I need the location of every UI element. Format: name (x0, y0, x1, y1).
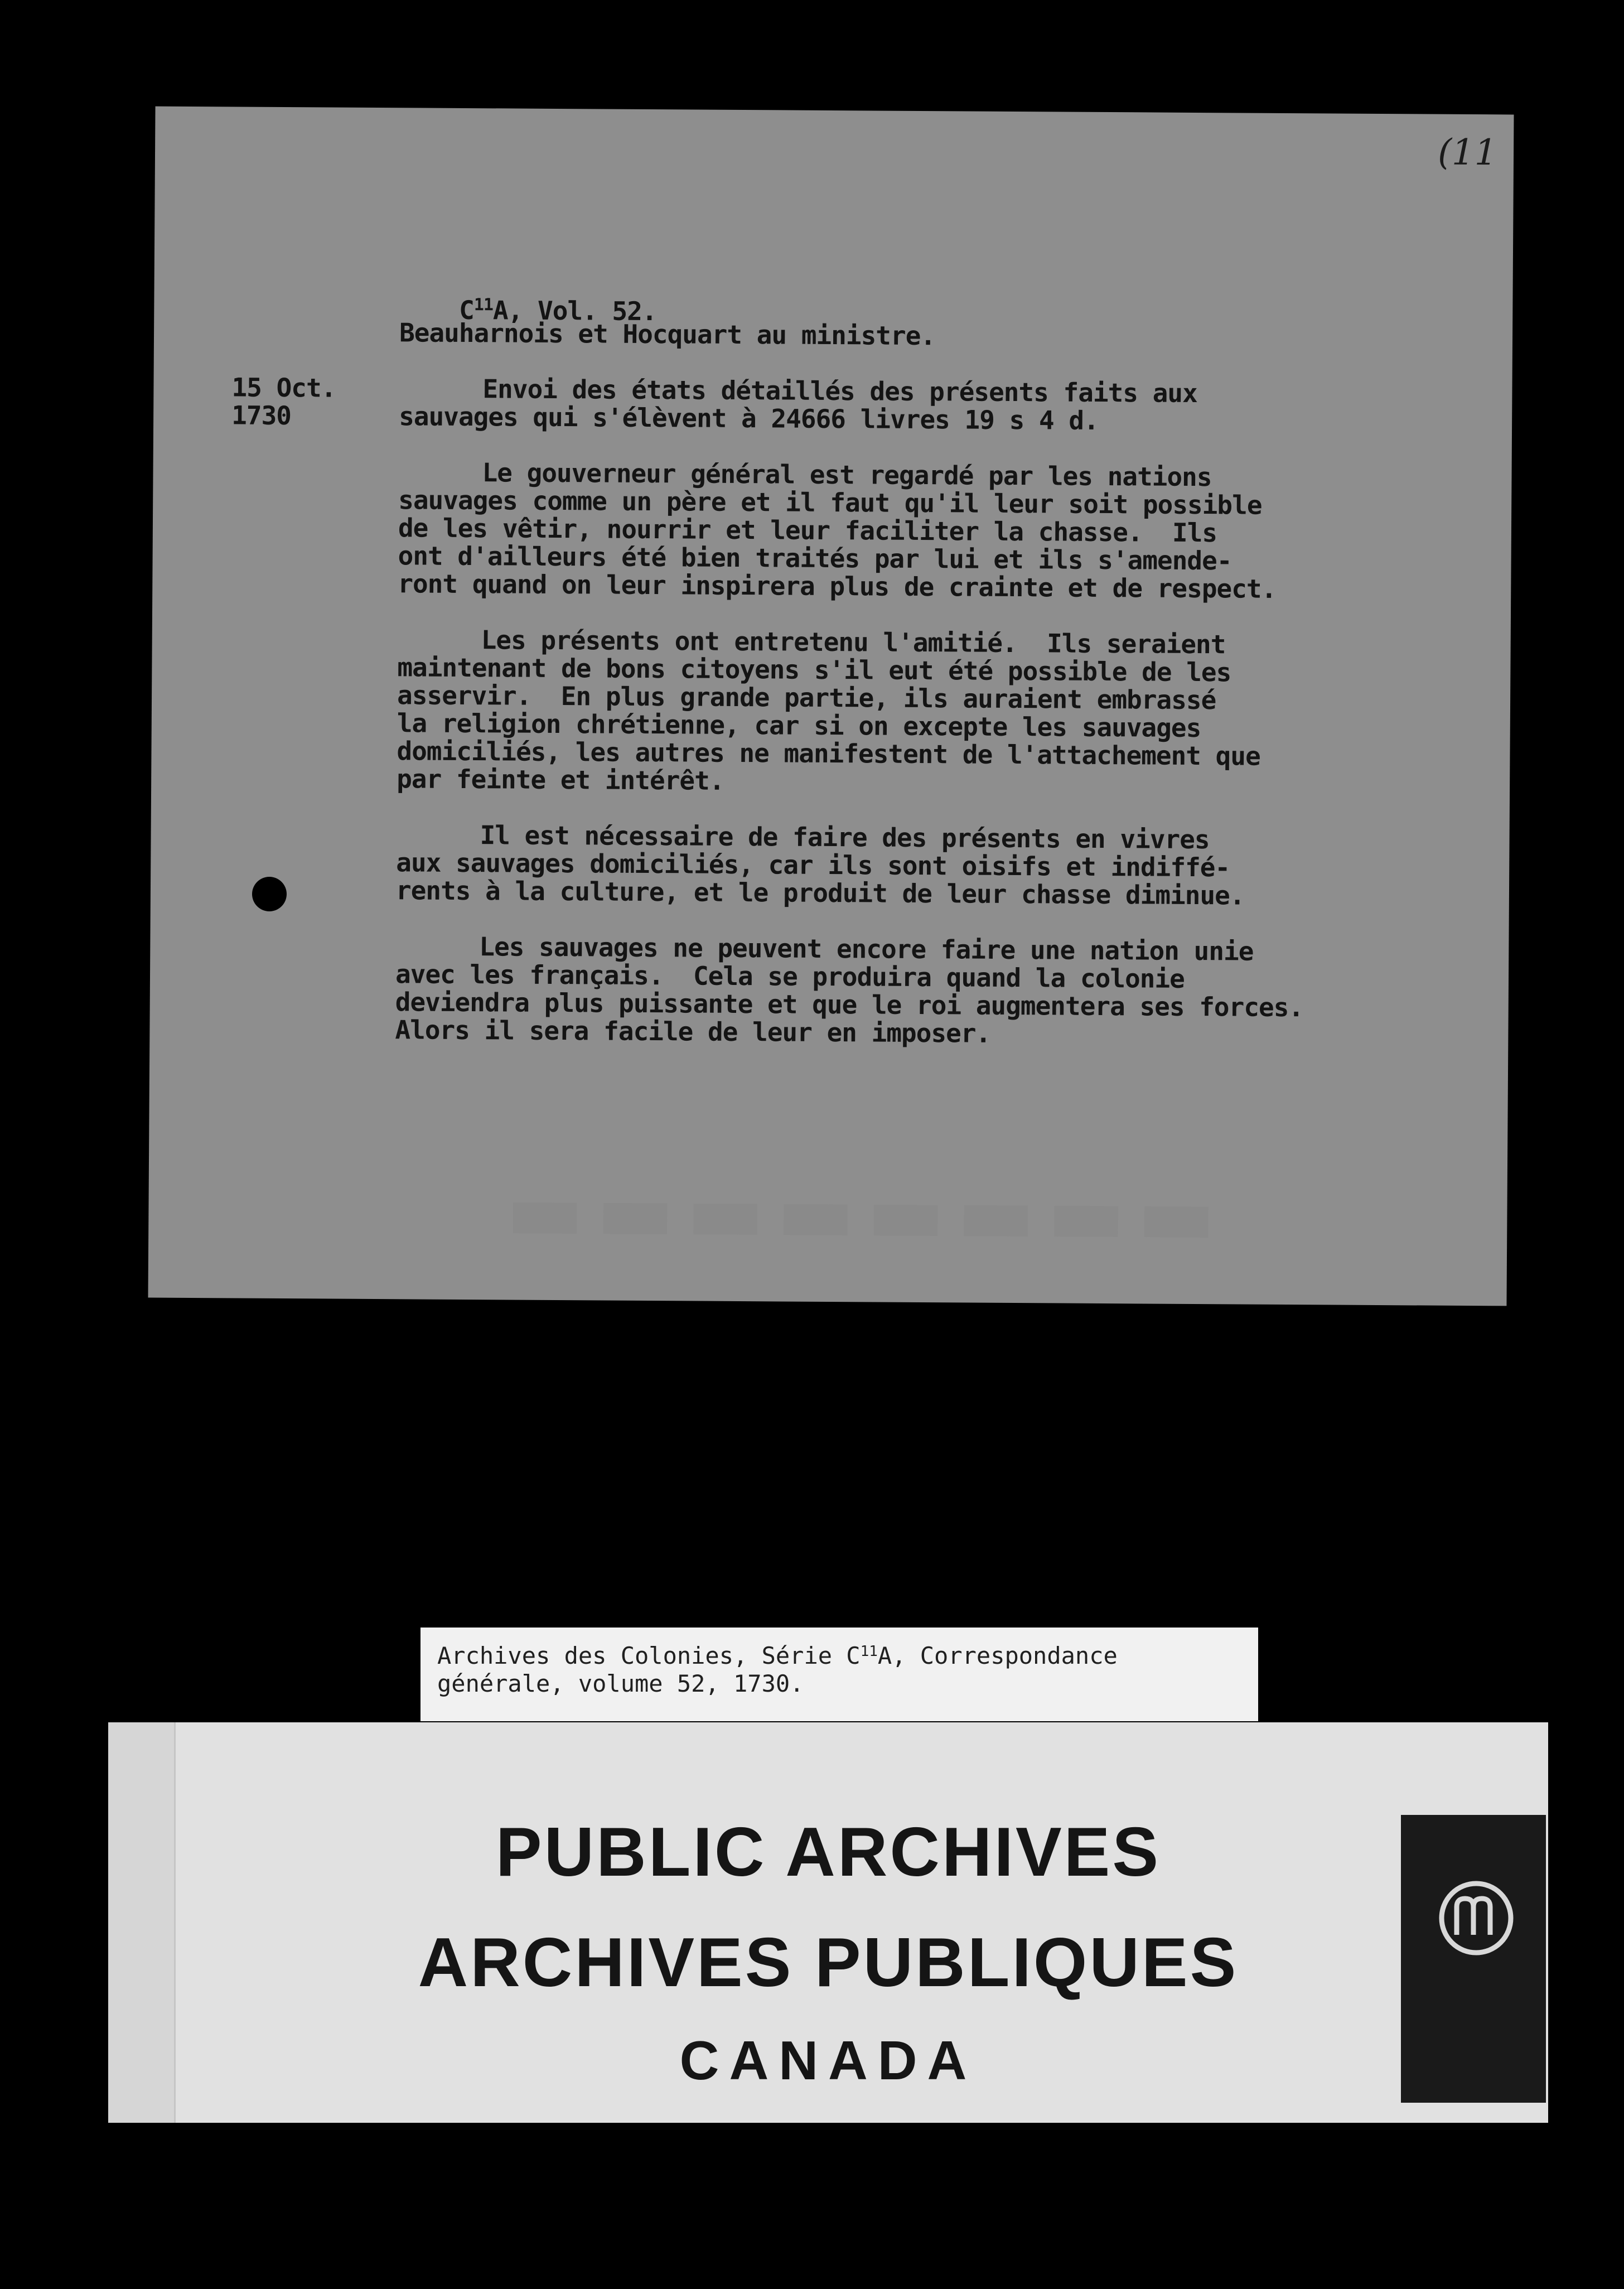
caption-line-1 (437, 1638, 1241, 1670)
paragraph-5-line-4: Alors il sera facile de leur en imposer. (395, 1015, 991, 1049)
paragraph-4-line-1: Il est nécessaire de faire des présents en vivres (480, 820, 1210, 855)
archives-monogram-icon (1434, 1876, 1518, 1960)
paragraph-3-line-4: la religion chrétienne, car si on excepte les sauvages (397, 708, 1201, 743)
caption-label (420, 1628, 1258, 1721)
caption-sup: 11 (860, 1643, 878, 1660)
date-year: 1730 (231, 400, 292, 431)
paragraph-3-line-6: par feinte et intérêt. (397, 764, 724, 796)
paragraph-3-line-1: Les présents ont entretenu l'amitié. Ils seraient (481, 625, 1226, 660)
paragraph-2-line-1: Le gouverneur général est regardé par les nations (482, 457, 1212, 492)
paragraph-3-line-3: asservir. En plus grande partie, ils auraient embrassé (397, 680, 1216, 716)
reference-suffix: A, Vol. 52. (492, 295, 657, 327)
banner-line-english: PUBLIC ARCHIVES (495, 1814, 1161, 1891)
page-number: (11 (1437, 132, 1497, 174)
paragraph-5-line-1: Les sauvages ne peuvent encore faire une nation unie (479, 931, 1254, 967)
paragraph-3-line-5: domiciliés, les autres ne manifestent de l'attachement que (397, 736, 1260, 771)
reference-sup: 11 (473, 295, 494, 315)
paragraph-2-line-2: sauvages comme un père et il faut qu'il leur soit possible (398, 485, 1262, 520)
paragraph-3-line-2: maintenant de bons citoyens s'il eut été possible de les (397, 652, 1231, 688)
paragraph-4-line-2: aux sauvages domiciliés, car ils sont oisifs et indiffé- (396, 847, 1230, 883)
archives-banner (108, 1722, 1548, 2123)
caption-prefix: Archives des Colonies, Série C (437, 1642, 861, 1669)
date-day: 15 Oct. (231, 372, 336, 403)
paragraph-1-line-1: Envoi des états détaillés des présents faits aux (482, 374, 1197, 409)
paragraph-2-line-4: ont d'ailleurs été bien traités par lui et ils s'amende- (398, 540, 1232, 576)
punch-hole-dot (252, 877, 287, 911)
caption-line-2: générale, volume 52, 1730. (437, 1670, 804, 1697)
paragraph-1-line-2: sauvages qui s'élèvent à 24666 livres 19 s 4 d. (398, 401, 1099, 436)
bleed-through-watermark: ▬▬▬▬▬▬▬▬ (494, 1162, 1216, 1264)
banner-line-french: ARCHIVES PUBLIQUES (418, 1924, 1239, 2001)
logo-panel (1401, 1815, 1546, 2103)
paragraph-4-line-3: rents à la culture, et le produit de leur chasse diminue. (395, 875, 1245, 911)
paragraph-2-line-5: ront quand on leur inspirera plus de crainte et de respect. (398, 568, 1277, 604)
paragraph-5-line-3: deviendra plus puissante et que le roi augmentera ses forces. (395, 987, 1304, 1023)
document-card (148, 107, 1514, 1306)
reference-prefix: C (458, 294, 474, 326)
paragraph-5-line-2: avec les français. Cela se produira quand la colonie (395, 959, 1185, 994)
banner-line-country: CANADA (679, 2030, 977, 2091)
caption-suffix: A, Correspondance (877, 1642, 1118, 1669)
paragraph-2-line-3: de les vêtir, nourrir et leur faciliter la chasse. Ils (398, 513, 1217, 548)
document-title: Beauharnois et Hocquart au ministre. (399, 317, 936, 351)
